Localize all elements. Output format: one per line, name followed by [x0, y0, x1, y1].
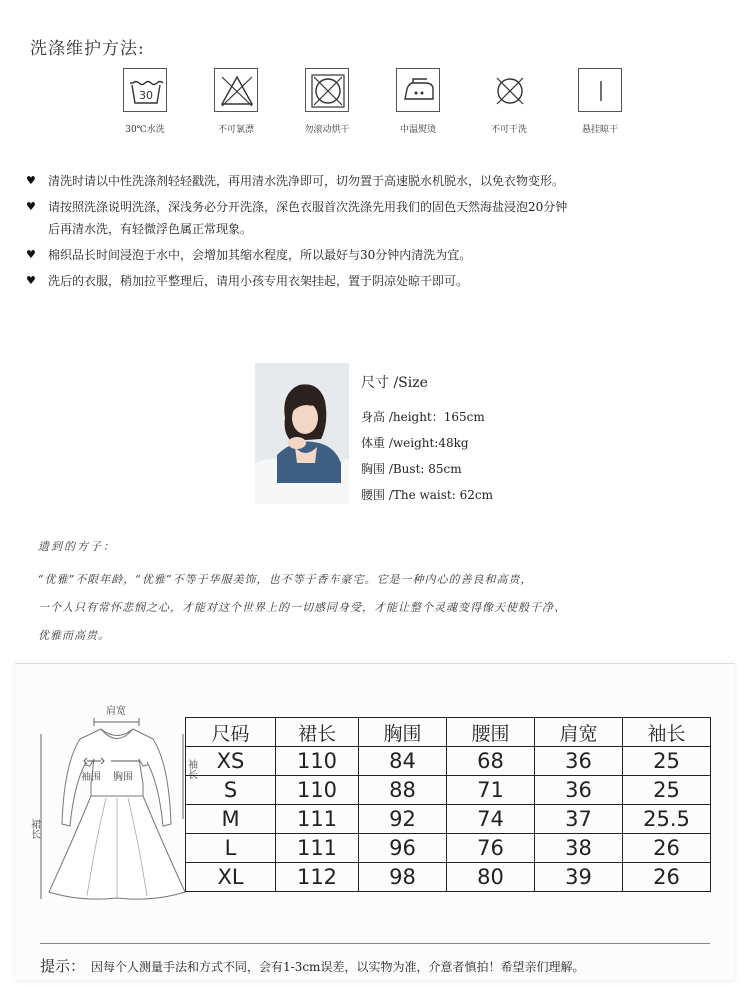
model-height: 身高 /height：165cm [361, 410, 485, 424]
header-sleeve: 袖长 [623, 718, 711, 747]
header-size: 尺码 [186, 718, 276, 747]
care-title: 洗涤维护方法: [30, 39, 145, 59]
care-label: 不可干洗 [490, 125, 527, 135]
chest-label: 胸围 [113, 772, 133, 783]
care-note [26, 170, 726, 192]
table-row [186, 805, 711, 834]
care-item-wash [105, 68, 185, 146]
care-item-tumble [287, 68, 367, 146]
care-item-dryclean [469, 68, 549, 146]
table-cell: 96 [359, 834, 447, 863]
table-cell: 92 [359, 805, 447, 834]
model-size-title: 尺寸 /Size [361, 375, 428, 391]
model-waist: 腰围 /The waist: 62cm [361, 488, 493, 502]
table-row [186, 863, 711, 892]
model-info [361, 372, 493, 508]
table-cell: 26 [623, 863, 711, 892]
table-cell: 80 [447, 863, 535, 892]
care-note [26, 196, 726, 240]
hang-dry-icon [578, 68, 622, 112]
sleeve-length-label: 袖长 [185, 759, 197, 779]
svg-text:30: 30 [139, 89, 153, 102]
tip-label: 提示： [40, 957, 86, 975]
care-label: 悬挂晾干 [581, 125, 618, 135]
skirt-length-label: 裙长 [28, 819, 40, 839]
quote-block [38, 538, 738, 650]
table-row [186, 834, 711, 863]
header-shoulder: 肩宽 [535, 718, 623, 747]
quote-title: 遗到的方子： [38, 540, 116, 553]
care-note [26, 270, 726, 292]
table-cell: 111 [276, 834, 359, 863]
table-cell: XS [186, 747, 276, 776]
heart-bullet-icon: ♥ [26, 274, 36, 287]
table-row [186, 776, 711, 805]
table-cell: 110 [276, 776, 359, 805]
table-cell: 84 [359, 747, 447, 776]
care-label: 不可氯漂 [217, 125, 254, 135]
care-notes [26, 170, 726, 296]
table-cell: 74 [447, 805, 535, 834]
table-cell: 36 [535, 776, 623, 805]
heart-bullet-icon: ♥ [26, 248, 36, 261]
iron-medium-icon [396, 68, 440, 112]
no-dry-clean-icon [487, 68, 531, 112]
quote-line: “优雅”不限年龄，“优雅”不等于华服美饰，也不等于香车豪宅。它是一种内心的善良和高贵， [38, 573, 533, 586]
table-cell: M [186, 805, 276, 834]
sleeve-circumference-label: 袖围 [81, 772, 101, 783]
note-text: 棉织品长时间浸泡于水中，会增加其缩水程度，所以最好与30分钟内清洗为宜。 [48, 248, 472, 262]
care-item-bleach [196, 68, 276, 146]
quote-line: 优雅而高贵。 [38, 629, 110, 642]
table-cell: 39 [535, 863, 623, 892]
wash-30-icon [123, 68, 167, 112]
no-bleach-icon [214, 68, 258, 112]
table-cell: 88 [359, 776, 447, 805]
care-item-hang [560, 68, 640, 146]
size-chart-card [15, 663, 735, 980]
model-bust: 胸围 /Bust: 85cm [361, 462, 462, 476]
table-cell: 26 [623, 834, 711, 863]
tip-divider [40, 943, 710, 944]
table-cell: 98 [359, 863, 447, 892]
model-photo [255, 363, 349, 504]
note-text: 后再清水洗，有轻微浮色属正常现象。 [48, 222, 253, 236]
table-cell: 112 [276, 863, 359, 892]
quote-line: 一个人只有常怀悲悯之心，才能对这个世界上的一切感同身受，才能让整个灵魂变得像天使般干净、 [38, 601, 566, 614]
table-cell: 111 [276, 805, 359, 834]
heart-bullet-icon: ♥ [26, 174, 36, 187]
header-waist: 腰围 [447, 718, 535, 747]
note-text: 请按照洗涤说明洗涤，深浅务必分开洗涤，深色衣服首次洗涤先用我们的固色天然海盐浸泡20分钟 [48, 200, 568, 214]
note-text: 清洗时请以中性洗涤剂轻轻戳洗，再用清水洗净即可，切勿置于高速脱水机脱水，以免衣物变形。 [48, 174, 565, 188]
table-cell: 25.5 [623, 805, 711, 834]
table-cell: 38 [535, 834, 623, 863]
care-label: 中温熨烫 [399, 125, 436, 135]
table-cell: 25 [623, 776, 711, 805]
table-cell: 68 [447, 747, 535, 776]
table-cell: L [186, 834, 276, 863]
shoulder-label: 肩宽 [106, 706, 126, 717]
header-skirt-length: 裙长 [276, 718, 359, 747]
table-cell: 36 [535, 747, 623, 776]
size-table-header [186, 718, 711, 747]
tip-text [40, 955, 584, 976]
table-row [186, 747, 711, 776]
header-chest: 胸围 [359, 718, 447, 747]
care-label: 勿滚动烘干 [304, 125, 350, 135]
care-item-iron [378, 68, 458, 146]
table-cell: 110 [276, 747, 359, 776]
care-icons-row [105, 68, 640, 146]
table-cell: 25 [623, 747, 711, 776]
no-tumble-dry-icon [305, 68, 349, 112]
care-label: 30℃水洗 [125, 125, 165, 135]
model-weight: 体重 /weight:48kg [361, 436, 469, 450]
care-note [26, 244, 726, 266]
size-table [185, 717, 711, 892]
heart-bullet-icon: ♥ [26, 200, 36, 213]
table-cell: 37 [535, 805, 623, 834]
table-cell: 71 [447, 776, 535, 805]
table-cell: XL [186, 863, 276, 892]
note-text: 洗后的衣服，稍加拉平整理后，请用小孩专用衣架挂起，置于阴凉处晾干即可。 [48, 274, 469, 288]
tip-body: 因每个人测量手法和方式不同，会有1-3cm误差，以实物为准，介意者慎拍！希望亲们理解。 [91, 960, 585, 974]
table-cell: S [186, 776, 276, 805]
dress-diagram [28, 684, 201, 909]
table-cell: 76 [447, 834, 535, 863]
